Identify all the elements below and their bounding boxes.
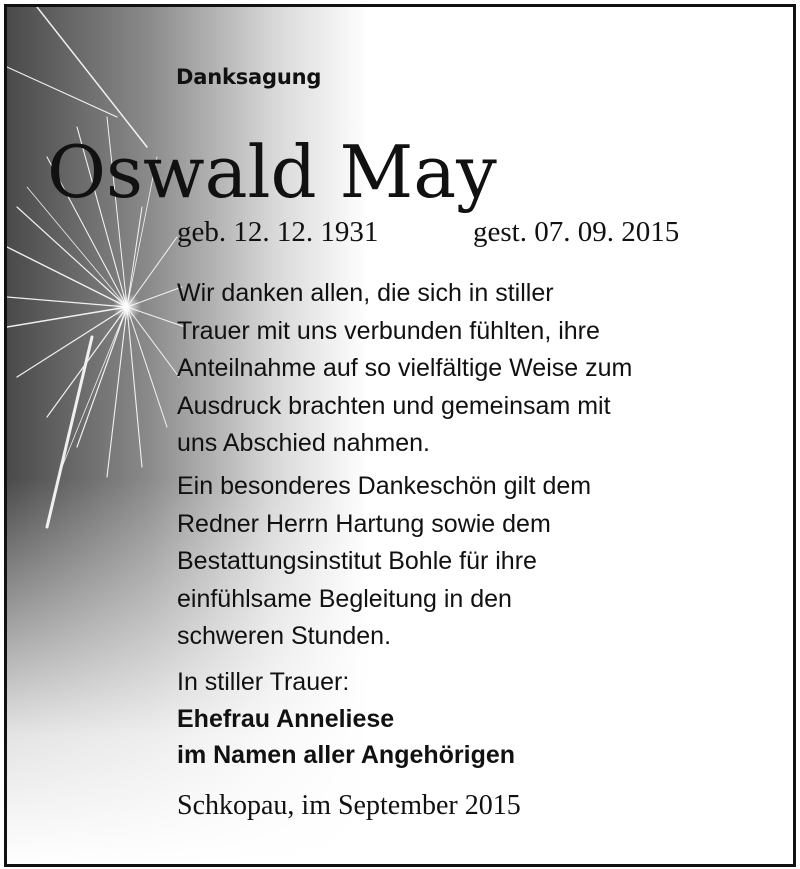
notice-heading: Danksagung — [176, 65, 322, 89]
text-line: Redner Herrn Hartung sowie dem — [177, 509, 551, 538]
birth-date: geb. 12. 12. 1931 — [177, 216, 379, 248]
text-line: In stiller Trauer: — [177, 668, 350, 696]
place-and-date: Schkopau, im September 2015 — [177, 790, 521, 821]
special-thanks-paragraph — [177, 468, 777, 656]
obituary-notice — [4, 4, 796, 867]
signer-spouse: Ehefrau Anneliese — [177, 705, 395, 733]
text-line: schweren Stunden. — [177, 622, 392, 650]
deceased-name: Oswald May — [47, 130, 497, 214]
signer-family: im Namen aller Angehörigen — [177, 741, 516, 769]
thanks-paragraph — [177, 275, 777, 463]
text-line: Trauer mit uns verbunden fühlten, ihre — [177, 316, 600, 345]
text-line: einfühlsame Begleitung in den — [177, 584, 512, 613]
text-line: uns Abschied nahmen. — [177, 429, 430, 457]
text-line: Anteilnahme auf so vielfältige Weise zum — [177, 354, 633, 382]
mourning-label — [177, 664, 777, 702]
text-line: Ausdruck brachten und gemeinsam mit — [177, 391, 611, 420]
text-line: Ein besonderes Dankeschön gilt dem — [177, 472, 592, 500]
death-date: gest. 07. 09. 2015 — [473, 216, 680, 248]
text-line: Wir danken allen, die sich in stiller — [177, 279, 554, 307]
text-line: Bestattungsinstitut Bohle für ihre — [177, 547, 537, 575]
